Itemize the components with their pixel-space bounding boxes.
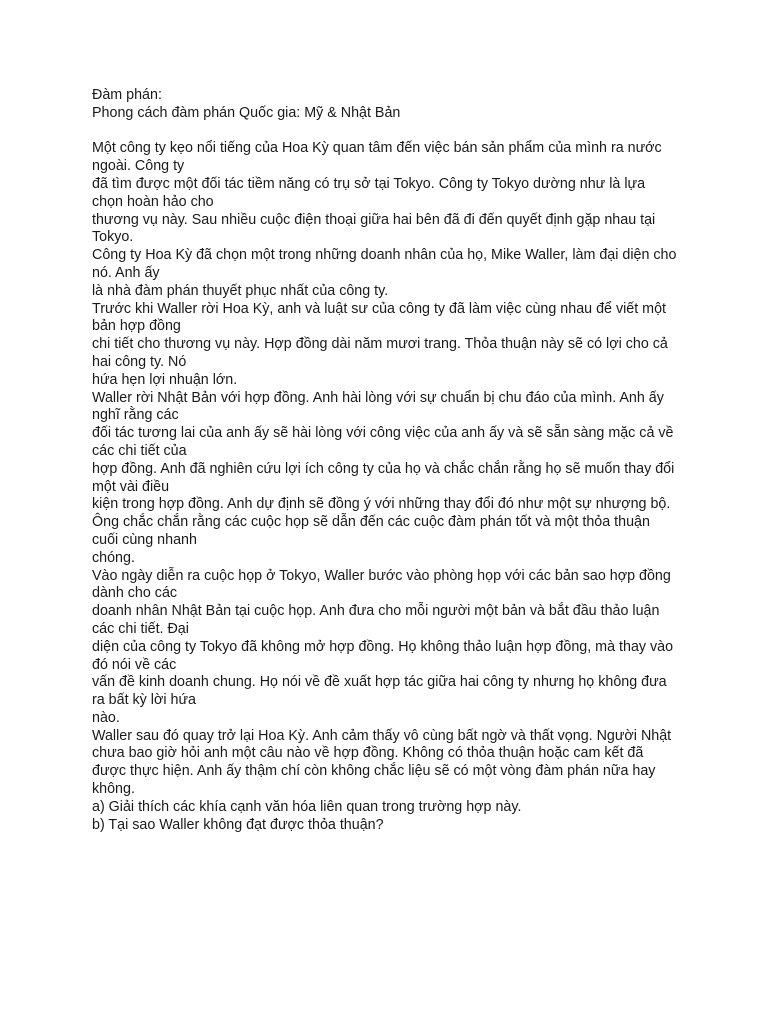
text-line: doanh nhân Nhật Bản tại cuộc họp. Anh đưa cho mỗi người một bản và bắt đầu thảo luận xyxy=(92,603,660,620)
text-line: các chi tiết. Đại xyxy=(92,620,189,637)
text-line: các chi tiết của xyxy=(92,442,187,459)
document-title: Đàm phán: xyxy=(92,87,162,103)
text-line: đó nói về các xyxy=(92,656,177,673)
text-line: hai công ty. Nó xyxy=(92,353,187,370)
text-line: chọn hoàn hảo cho xyxy=(92,193,214,210)
text-line: chưa bao giờ hỏi anh một câu nào về hợp đồng. Không có thỏa thuận hoặc cam kết đã xyxy=(92,745,644,762)
text-line: Tokyo. xyxy=(92,229,134,246)
text-line: đã tìm được một đối tác tiềm năng có trụ sở tại Tokyo. Công ty Tokyo dường như là lựa xyxy=(92,175,646,192)
document-subtitle: Phong cách đàm phán Quốc gia: Mỹ & Nhật Bản xyxy=(92,104,401,121)
text-line: chóng. xyxy=(92,549,135,566)
text-line: Waller rời Nhật Bản với hợp đồng. Anh hài lòng với sự chuẩn bị chu đáo của mình. Anh ấy xyxy=(92,389,664,406)
text-line: vấn đề kinh doanh chung. Họ nói về đề xuất hợp tác giữa hai công ty nhưng họ không đưa xyxy=(92,674,667,691)
document-page xyxy=(92,87,692,834)
text-line: kiện trong hợp đồng. Anh dự định sẽ đồng ý với những thay đổi đó như một sự nhượng bộ. xyxy=(92,496,671,513)
text-line: nó. Anh ấy xyxy=(92,264,160,281)
text-line: dành cho các xyxy=(92,585,178,602)
text-line: bản hợp đồng xyxy=(92,318,181,335)
text-line: một vài điều xyxy=(92,478,170,495)
document-body xyxy=(92,140,692,834)
text-line: Vào ngày diễn ra cuộc họp ở Tokyo, Waller bước vào phòng họp với các bản sao hợp đồng xyxy=(92,567,671,584)
text-line: nào. xyxy=(92,709,120,726)
text-line: diện của công ty Tokyo đã không mở hợp đồng. Họ không thảo luận hợp đồng, mà thay vào xyxy=(92,638,674,655)
text-line: Ông chắc chắn rằng các cuộc họp sẽ dẫn đến các cuộc đàm phán tốt và một thỏa thuận xyxy=(92,514,650,531)
text-line: a) Giải thích các khía cạnh văn hóa liên quan trong trường hợp này. xyxy=(92,798,522,815)
text-line: Một công ty kẹo nổi tiếng của Hoa Kỳ quan tâm đến việc bán sản phẩm của mình ra nước xyxy=(92,140,662,157)
text-line: chi tiết cho thương vụ này. Hợp đồng dài năm mươi trang. Thỏa thuận này sẽ có lợi cho cả xyxy=(92,336,668,353)
text-line: Công ty Hoa Kỳ đã chọn một trong những doanh nhân của họ, Mike Waller, làm đại diện cho xyxy=(92,247,677,264)
text-line: là nhà đàm phán thuyết phục nhất của công ty. xyxy=(92,282,389,299)
text-line: cuối cùng nhanh xyxy=(92,531,197,548)
text-line: được thực hiện. Anh ấy thậm chí còn không chắc liệu sẽ có một vòng đàm phán nữa hay xyxy=(92,763,656,780)
text-line: ngoài. Công ty xyxy=(92,158,185,175)
text-line: Trước khi Waller rời Hoa Kỳ, anh và luật sư của công ty đã làm việc cùng nhau để viết một xyxy=(92,300,667,317)
text-line: hợp đồng. Anh đã nghiên cứu lợi ích công ty của họ và chắc chắn rằng họ sẽ muốn thay đổi xyxy=(92,460,675,477)
text-line: đối tác tương lai của anh ấy sẽ hài lòng với công việc của anh ấy và sẽ sẵn sàng mặc cả về xyxy=(92,425,674,442)
text-line: không. xyxy=(92,781,135,798)
text-line: hứa hẹn lợi nhuận lớn. xyxy=(92,371,238,388)
text-line: ra bất kỳ lời hứa xyxy=(92,692,196,709)
paragraph-spacer xyxy=(92,123,692,141)
text-line: thương vụ này. Sau nhiều cuộc điện thoại giữa hai bên đã đi đến quyết định gặp nhau tại xyxy=(92,211,656,228)
text-line: Waller sau đó quay trở lại Hoa Kỳ. Anh cảm thấy vô cùng bất ngờ và thất vọng. Người Nhật xyxy=(92,727,672,744)
text-line: b) Tại sao Waller không đạt được thỏa thuận? xyxy=(92,816,384,833)
text-line: nghĩ rằng các xyxy=(92,407,179,424)
